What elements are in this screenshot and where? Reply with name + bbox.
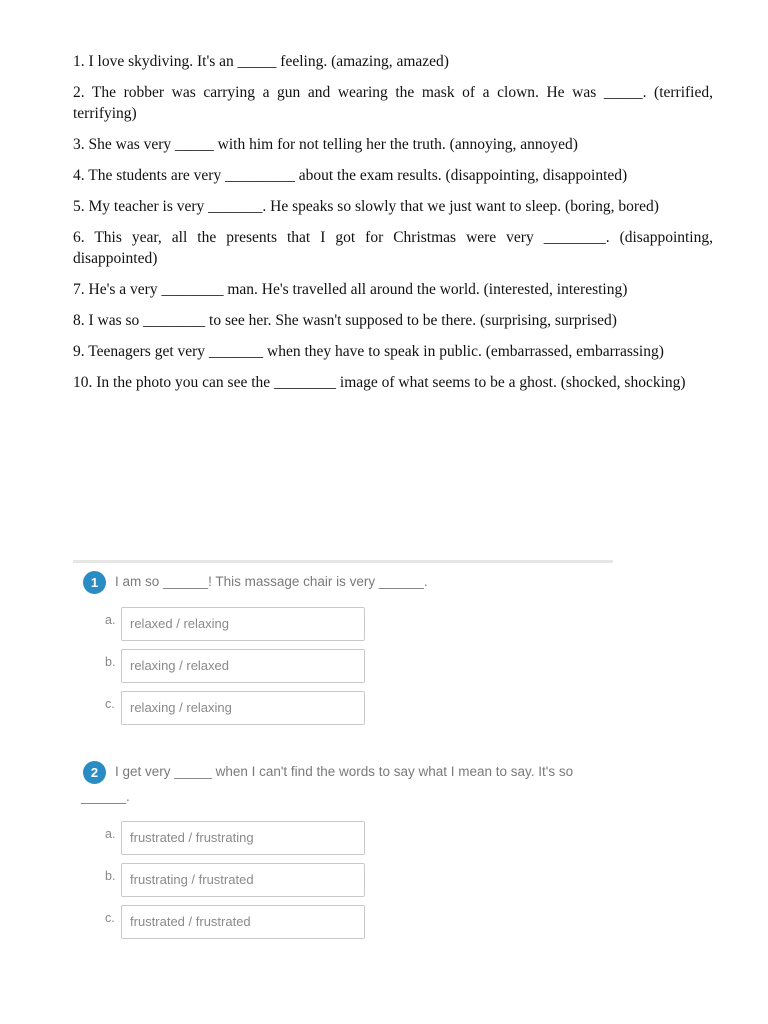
question-number-badge: 1 [83,571,106,594]
quiz-question [73,753,613,941]
exercise-item: 6. This year, all the presents that I got for Christmas were very ________. (disappointing, disappointed) [73,229,713,267]
option-letter: a. [105,827,116,841]
exercise-item: 4. The students are very _________ about the exam results. (disappointing, disappointed) [73,167,628,184]
option-letter: a. [105,613,116,627]
option-letter: b. [105,655,116,669]
answer-option[interactable] [105,821,613,857]
question-header [73,560,613,595]
answer-option[interactable] [105,863,613,899]
question-text: I get very _____ when I can't find the words to say what I mean to say. It's so ______. [81,764,574,804]
answer-option[interactable] [105,905,613,941]
option-choice-box[interactable]: frustrated / frustrating [121,821,365,855]
exercise-item: 7. He's a very ________ man. He's travelled all around the world. (interested, interesting) [73,281,628,298]
question-number-badge: 2 [83,761,106,784]
exercise-item: 9. Teenagers get very _______ when they have to speak in public. (embarrassed, embarrassing) [73,343,664,360]
exercise-item: 8. I was so ________ to see her. She wasn't supposed to be there. (surprising, surprised) [73,312,617,329]
option-letter: b. [105,869,116,883]
answer-option[interactable] [105,691,613,727]
option-choice-box[interactable]: relaxed / relaxing [121,607,365,641]
exercise-item: 10. In the photo you can see the ________ image of what seems to be a ghost. (shocked, shocking) [73,374,686,391]
option-choice-box[interactable]: frustrating / frustrated [121,863,365,897]
exercise-item: 2. The robber was carrying a gun and wearing the mask of a clown. He was _____. (terrified, terrifying) [73,84,713,122]
option-letter: c. [105,911,115,925]
exercise-item: 3. She was very _____ with him for not telling her the truth. (annoying, annoyed) [73,136,578,153]
multiple-choice-quiz [73,560,613,947]
option-choice-box[interactable]: relaxing / relaxed [121,649,365,683]
question-header [73,753,613,809]
answer-option[interactable] [105,607,613,643]
worksheet-exercise-list [73,51,713,403]
question-text: I am so ______! This massage chair is very ______. [115,574,428,589]
option-letter: c. [105,697,115,711]
option-choice-box[interactable]: relaxing / relaxing [121,691,365,725]
answer-option[interactable] [105,649,613,685]
exercise-item: 5. My teacher is very _______. He speaks so slowly that we just want to sleep. (boring, bored) [73,198,659,215]
quiz-question [73,560,613,727]
exercise-item: 1. I love skydiving. It's an _____ feeling. (amazing, amazed) [73,53,449,70]
option-choice-box[interactable]: frustrated / frustrated [121,905,365,939]
